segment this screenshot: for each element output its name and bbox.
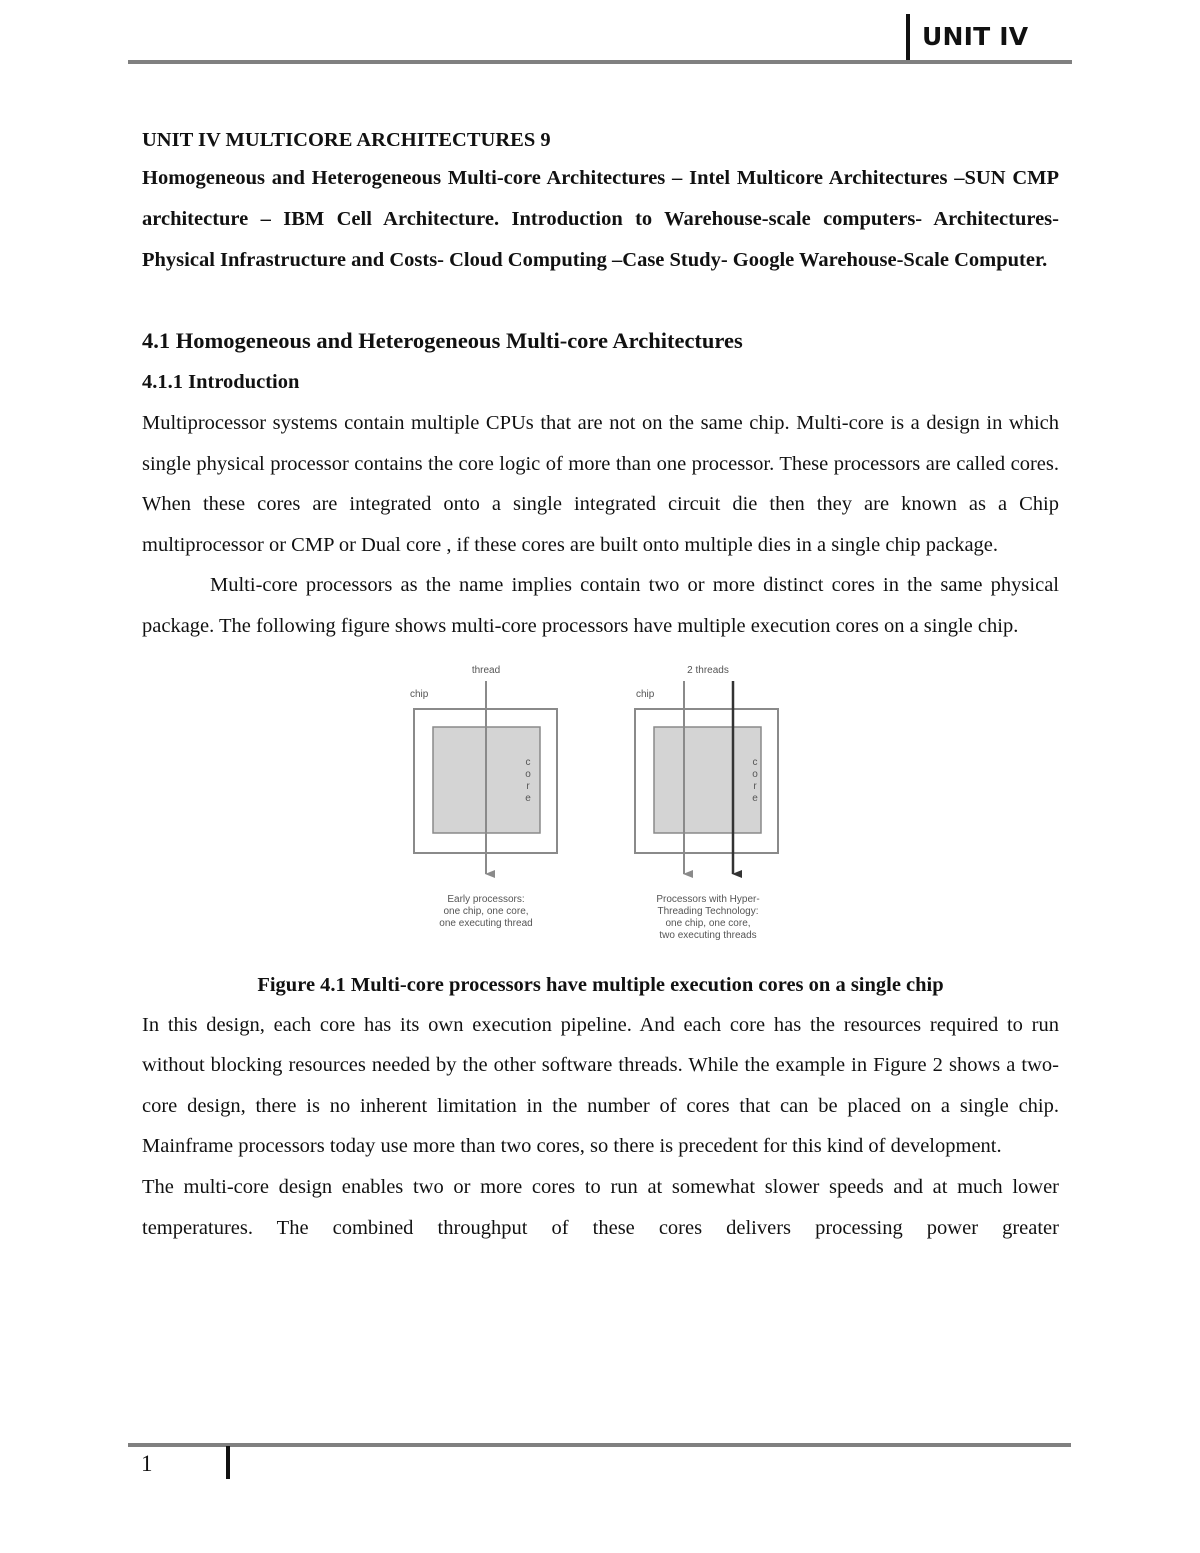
left-core-letter: c bbox=[525, 756, 531, 768]
subsection-heading: 4.1.1 Introduction bbox=[142, 371, 300, 393]
left-core-letter: o bbox=[525, 768, 531, 780]
intro-paragraph: Multiprocessor systems contain multiple CPUs that are not on the same chip. Multi-core is a design in which single physical processor contains the core logic of more than one processor. These processors are called cores. When these cores are integrated onto a single integrated circuit die then they are known as a Chip multiprocessor or CMP or Dual core , if these cores are built onto multiple dies in a single chip package. bbox=[142, 412, 1059, 556]
left-desc-line: one chip, one core, bbox=[443, 905, 529, 917]
figure-caption: Figure 4.1 Multi-core processors have multiple execution cores on a single chip bbox=[257, 973, 944, 996]
unit-title: UNIT IV MULTICORE ARCHITECTURES 9 bbox=[142, 129, 551, 151]
section-heading: 4.1 Homogeneous and Heterogeneous Multi-core Architectures bbox=[142, 328, 743, 353]
design-paragraph: In this design, each core has its own execution pipeline. And each core has the resources required to run without blocking resources needed by the other software threads. While the example in Figure 2 shows a two-core design, there is no inherent limitation in the number of cores that can be placed on a single chip. Mainframe processors today use more than two cores, so there is precedent for this kind of development. bbox=[142, 1013, 1059, 1158]
header-unit-label: UNIT IV bbox=[922, 22, 1029, 51]
right-core-box bbox=[654, 727, 761, 833]
footer-rule bbox=[128, 1443, 1071, 1447]
chip-diagram-ht bbox=[632, 659, 812, 951]
right-chip-label: chip bbox=[636, 688, 655, 700]
right-desc-line: one chip, one core, bbox=[665, 917, 751, 929]
left-core-letter: r bbox=[526, 780, 530, 792]
throughput-paragraph: The multi-core design enables two or more cores to run at somewhat slower speeds and at much lower temperatures. The combined throughput of these cores delivers processing power greater bbox=[142, 1175, 1059, 1239]
right-core-letter: c bbox=[752, 756, 758, 768]
right-desc-line: Threading Technology: bbox=[657, 905, 759, 917]
chip-diagram bbox=[262, 659, 562, 951]
right-core-letter: o bbox=[752, 768, 758, 780]
multicore-paragraph: Multi-core processors as the name implies contain two or more distinct cores in the same physical package. The following figure shows multi-core processors have multiple execution cores on a single chip. bbox=[142, 574, 1059, 637]
syllabus-topics: Homogeneous and Heterogeneous Multi-core Architectures – Intel Multicore Architectures –SUN CMP architecture – IBM Cell Architecture. Introduction to Warehouse-scale computers- Architectures- Physical Infrastructure and Costs- Cloud Computing –Case Study- Google Warehouse-Scale Computer. bbox=[142, 167, 1059, 271]
left-desc-line: Early processors: bbox=[447, 893, 525, 905]
right-desc-line: Processors with Hyper- bbox=[656, 893, 760, 905]
right-desc-line: two executing threads bbox=[659, 929, 757, 941]
left-chip-label: chip bbox=[410, 688, 429, 700]
page-content bbox=[142, 122, 1059, 1248]
left-desc-line: one executing thread bbox=[439, 917, 533, 929]
left-core-letter: e bbox=[525, 792, 531, 804]
header-separator bbox=[906, 14, 910, 62]
page-number: 1 bbox=[141, 1451, 153, 1476]
footer-separator bbox=[226, 1446, 230, 1479]
left-thread-label: thread bbox=[471, 664, 501, 676]
header-rule bbox=[128, 60, 1072, 64]
right-thread-label: 2 threads bbox=[687, 664, 729, 676]
multicore-figure bbox=[142, 647, 1059, 965]
right-core-letter: r bbox=[753, 780, 757, 792]
right-core-letter: e bbox=[752, 792, 758, 804]
